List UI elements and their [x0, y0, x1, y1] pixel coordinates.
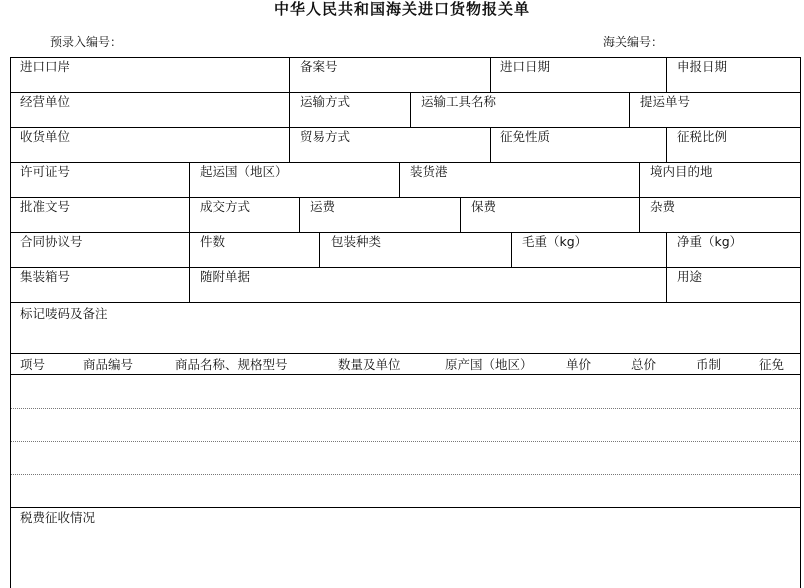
purpose-label: 用途	[677, 269, 703, 284]
approval-number-label: 批准文号	[20, 199, 71, 214]
loading-port-label: 装货港	[410, 164, 448, 179]
origin-country-label: 起运国（地区）	[200, 164, 288, 179]
deal-mode-label: 成交方式	[200, 199, 251, 214]
record-number-label: 备案号	[300, 59, 338, 74]
consignee-unit-label: 收货单位	[20, 129, 71, 144]
column-header-origin-country: 原产国（地区）	[445, 357, 533, 372]
column-header-exemption: 征免	[759, 357, 785, 372]
misc-fee-label: 杂费	[650, 199, 676, 214]
column-header-name-spec: 商品名称、规格型号	[175, 357, 288, 372]
attached-documents-label: 随附单据	[200, 269, 251, 284]
column-header-unit-price: 单价	[566, 357, 592, 372]
transport-mode-label: 运输方式	[300, 94, 351, 109]
license-number-label: 许可证号	[20, 164, 71, 179]
package-type-label: 包装种类	[331, 234, 382, 249]
insurance-label: 保费	[471, 199, 497, 214]
pieces-label: 件数	[200, 234, 226, 249]
marks-remarks-label: 标记唛码及备注	[20, 306, 108, 321]
tax-ratio-label: 征税比例	[677, 129, 728, 144]
container-number-label: 集装箱号	[20, 269, 71, 284]
customs-number-label: 海关编号：	[603, 35, 664, 49]
gross-weight-label: 毛重（kg）	[522, 234, 588, 249]
import-date-label: 进口日期	[500, 59, 551, 74]
net-weight-label: 净重（kg）	[677, 234, 743, 249]
business-unit-label: 经营单位	[20, 94, 71, 109]
contract-number-label: 合同协议号	[20, 234, 83, 249]
domestic-destination-label: 境内目的地	[650, 164, 713, 179]
column-header-currency: 币制	[696, 357, 722, 372]
tax-collection-label: 税费征收情况	[20, 510, 96, 525]
trade-mode-label: 贸易方式	[300, 129, 351, 144]
declare-date-label: 申报日期	[677, 59, 728, 74]
column-header-total-price: 总价	[631, 357, 657, 372]
column-header-quantity-unit: 数量及单位	[338, 357, 401, 372]
pre-entry-number-label: 预录入编号：	[50, 35, 123, 49]
column-header-item-no: 项号	[20, 357, 46, 372]
import-port-label: 进口口岸	[20, 59, 71, 74]
column-header-commodity-code: 商品编号	[83, 357, 134, 372]
freight-label: 运费	[310, 199, 336, 214]
transport-tool-label: 运输工具名称	[421, 94, 497, 109]
exemption-nature-label: 征免性质	[500, 129, 551, 144]
form-title: 中华人民共和国海关进口货物报关单	[273, 0, 530, 18]
bill-of-lading-label: 提运单号	[640, 94, 691, 109]
